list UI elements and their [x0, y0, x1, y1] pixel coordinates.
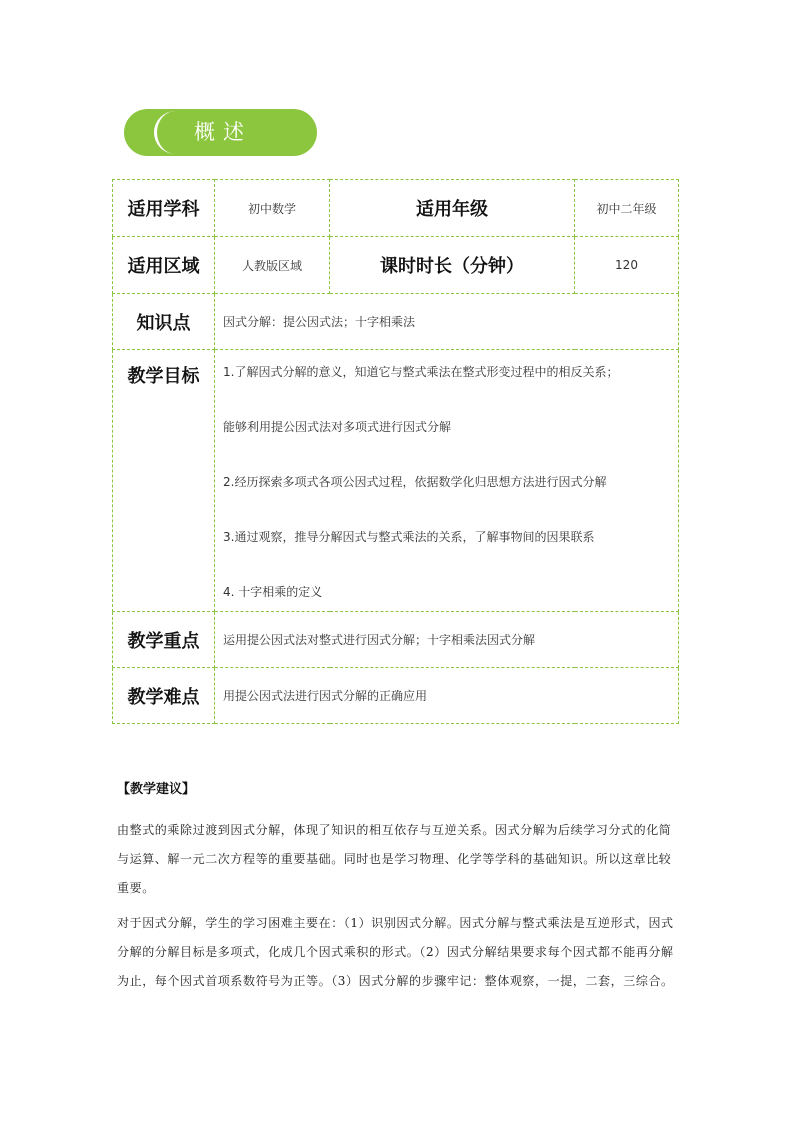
goals-content — [215, 350, 679, 612]
suggestions-paragraph-1: 由整式的乘除过渡到因式分解，体现了知识的相互依存与互逆关系。因式分解为后续学习分式的化简与运算、解一元二次方程等的重要基础。同时也是学习物理、化学等学科的基础知识。所以这章比较重要。 — [117, 823, 672, 895]
goal-item: 能够利用提公因式法对多项式进行因式分解 — [223, 419, 452, 434]
duration-value: 120 — [575, 237, 679, 294]
table-row-difficulties — [113, 668, 679, 724]
table-row-key-points — [113, 612, 679, 668]
goal-item: 3.通过观察，推导分解因式与整式乘法的关系，了解事物间的因果联系 — [223, 529, 595, 544]
region-value: 人教版区域 — [215, 237, 330, 294]
region-label: 适用区域 — [113, 237, 215, 294]
duration-label: 课时时长（分钟） — [330, 237, 575, 294]
suggestions-paragraph-2: 对于因式分解，学生的学习困难主要在：（1）识别因式分解。因式分解与整式乘法是互逆形式，因式分解的分解目标是多项式，化成几个因式乘积的形式。（2）因式分解结果要求每个因式都不能再分解为止，每个因式首项系数符号为正等。（3）因式分解的步骤牢记：整体观察，一提，二套，三综合。 — [117, 916, 674, 988]
goal-item: 2.经历探索多项式各项公因式过程，依据数学化归思想方法进行因式分解 — [223, 474, 607, 489]
goal-item: 1.了解因式分解的意义，知道它与整式乘法在整式形变过程中的相反关系； — [223, 364, 619, 379]
suggestions-heading: 【教学建议】 — [117, 782, 196, 797]
key-points-value: 运用提公因式法对整式进行因式分解；十字相乘法因式分解 — [215, 612, 679, 668]
subject-value: 初中数学 — [215, 180, 330, 237]
section-title: 概述 — [194, 120, 252, 144]
table-row-knowledge — [113, 294, 679, 350]
knowledge-value: 因式分解：提公因式法；十字相乘法 — [215, 294, 679, 350]
table-row-region — [113, 237, 679, 294]
difficulties-label: 教学难点 — [113, 668, 215, 724]
goal-item: 4. 十字相乘的定义 — [223, 584, 323, 599]
section-header-pill — [124, 109, 317, 156]
knowledge-label: 知识点 — [113, 294, 215, 350]
difficulties-value: 用提公因式法进行因式分解的正确应用 — [215, 668, 679, 724]
table-row-subject — [113, 180, 679, 237]
subject-label: 适用学科 — [113, 180, 215, 237]
goals-label: 教学目标 — [113, 350, 215, 612]
key-points-label: 教学重点 — [113, 612, 215, 668]
table-row-goals — [113, 350, 679, 612]
lesson-info-table — [112, 179, 679, 724]
header-decorative-arc — [154, 111, 194, 154]
grade-value: 初中二年级 — [575, 180, 679, 237]
grade-label: 适用年级 — [330, 180, 575, 237]
